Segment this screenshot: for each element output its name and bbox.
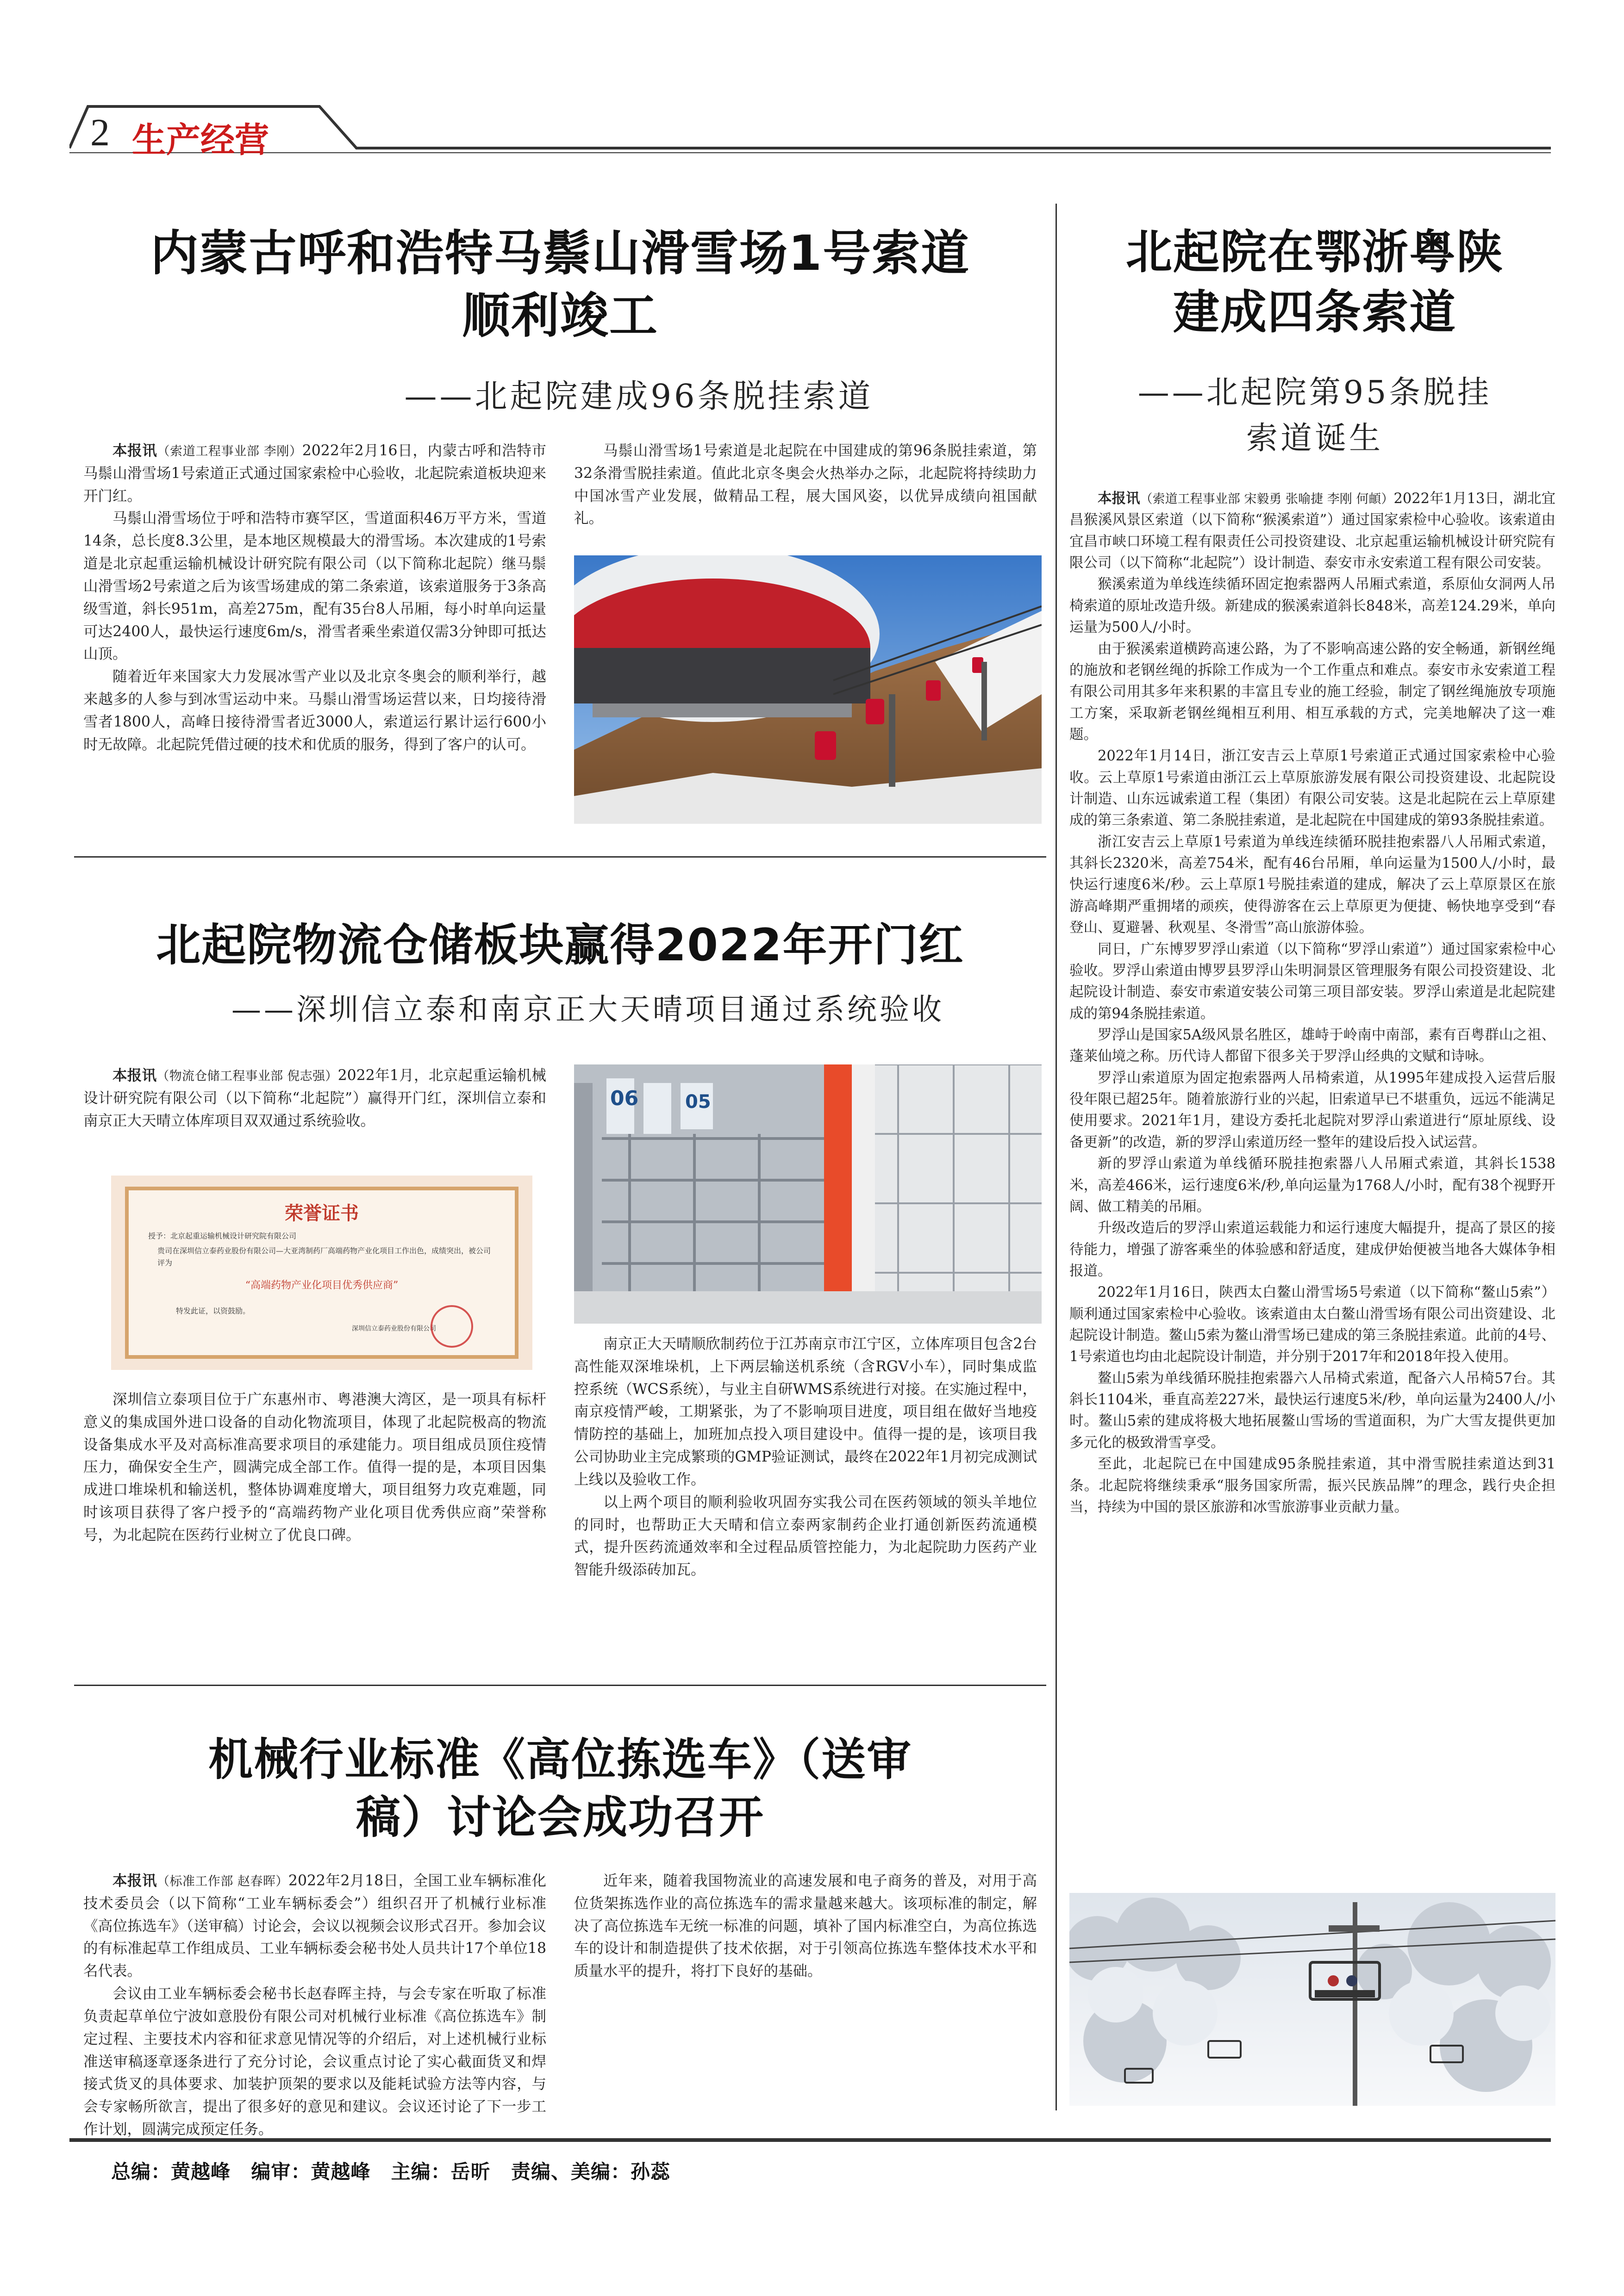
certificate-title: 荣誉证书	[285, 1203, 359, 1224]
article3-lead-label: 本报讯	[112, 1873, 157, 1889]
certificate-issuer: 深圳信立泰药业股份有限公司	[352, 1325, 436, 1332]
header-banner-lines	[69, 97, 1551, 167]
article4-lead-text: 2022年1月13日，湖北宜昌猴溪风景区索道（以下简称“猴溪索道”）通过国家索检中心验收。该索道由宜昌市峡口环境工程有限责任公司投资建设、北京起重运输机械设计研究院有限公司（以下简称“北起院”）设计制造、泰安市永安索道工程有限公司安装。	[1069, 491, 1555, 572]
article1-body-left	[83, 440, 546, 756]
credit-reviewer: 编审：黄越峰	[251, 2160, 371, 2183]
article4-subtitle	[1065, 370, 1565, 461]
page-header	[69, 97, 1551, 167]
article4-lead-source: （索道工程事业部 宋毅勇 张喻捷 李刚 何頔）	[1140, 492, 1394, 506]
article2-lead-text: 2022年1月，北京起重运输机械设计研究院有限公司（以下简称“北起院”）赢得开门红，深圳信立泰和南京正大天晴立体库项目双双通过系统验收。	[83, 1067, 546, 1129]
article2-title: 北起院物流仓储板块赢得2022年开门红	[156, 919, 964, 971]
article2-body-left	[83, 1388, 546, 1547]
credit-editor: 主编：岳昕	[391, 2160, 491, 2183]
article4-lead	[1069, 488, 1555, 574]
article3-paragraph: 会议由工业车辆标委会秘书长赵春晖主持，与会专家在听取了标准负责起草单位宁波如意股份有限公司对机械行业标准《高位拣选车》制定过程、主要技术内容和征求意见情况等的介绍后，对上述机械行业标准送审稿逐章逐条进行了充分讨论，会议重点讨论了实心截面货叉和焊接式货叉的具体要求、加装护顶架的要求以及能耗试验方法等内容，与会专家畅所欲言，提出了很多好的意见和建议。会议还讨论了下一步工作计划，圆满完成预定任务。	[83, 1985, 546, 2138]
article1-lead-label: 本报讯	[112, 442, 157, 459]
article1-lead-source: （索道工程事业部 李刚）	[157, 444, 302, 459]
article2-lead-label: 本报讯	[112, 1067, 157, 1084]
certificate-recipient: 授予：北京起重运输机械设计研究院有限公司	[148, 1232, 297, 1240]
credit-designer: 责编、美编：孙蕊	[511, 2160, 670, 2183]
article1-paragraph: 马鬃山滑雪场1号索道是北起院在中国建成的第96条脱挂索道，第32条滑雪脱挂索道。值此北京冬奥会火热举办之际，北起院将持续助力中国冰雪产业发展，做精品工程，展大国风姿，以优异成绩向祖国献礼。	[574, 442, 1037, 527]
chairlift-photo	[1069, 1893, 1555, 2106]
article4-paragraph: 由于猴溪索道横跨高速公路，为了不影响高速公路的安全畅通，新钢丝绳的施放和老钢丝绳的拆除工作成为一个工作重点和难点。泰安市永安索道工程有限公司用其多年来积累的丰富且专业的施工经验，制定了钢丝绳施放专项施工方案，采取新老钢丝绳相互利用、相互承载的方式，完美地解决了这一难题。	[1069, 641, 1555, 743]
article3-paragraph: 近年来，随着我国物流业的高速发展和电子商务的普及，对用于高位货架拣选作业的高位拣选车的需求量越来越大。该项标准的制定，解决了高位拣选车无统一标准的问题，填补了国内标准空白，为高位拣选车的设计和制造提供了技术依据，对于引领高位拣选车整体技术水平和质量水平的提升，将打下良好的基础。	[574, 1873, 1037, 1980]
certificate-closing: 特发此证，以资鼓励。	[176, 1307, 250, 1315]
section-divider	[74, 1685, 1046, 1686]
article4-title	[1065, 222, 1565, 342]
footer-rule	[69, 2138, 1551, 2142]
article4-paragraph: 罗浮山是国家5A级风景名胜区，雄峙于岭南中南部，素有百粤群山之祖、蓬莱仙境之称。历代诗人都留下很多关于罗浮山经典的文赋和诗咏。	[1069, 1027, 1555, 1065]
article1-subtitle: ——北起院建成96条脱挂索道	[404, 377, 874, 415]
article2-lead	[83, 1064, 546, 1132]
column-divider	[1056, 204, 1057, 2110]
article1-title-line2: 顺利竣工	[462, 287, 658, 344]
article3-title-line1: 机械行业标准《高位拣选车》（送审	[208, 1734, 912, 1786]
article4-paragraph: 2022年1月16日，陕西太白鳌山滑雪场5号索道（以下简称“鳌山5索”）顺利通过国家索检中心验收。该索道由太白鳌山滑雪场有限公司出资建设、北起院设计制造。鳌山5索为鳌山滑雪场已建成的第三条脱挂索道。此前的4号、1号索道也均由北起院设计制造，并分别于2017年和2018年投入使用。	[1069, 1284, 1555, 1365]
article4-paragraph: 浙江安吉云上草原1号索道为单线连续循环脱挂抱索器八人吊厢式索道，其斜长2320米，高差754米，配有46台吊厢，单向运量为1500人/小时，最快运行速度6米/秒。云上草原1号脱挂索道的建成，解决了云上草原景区在旅游高峰期严重拥堵的顽疾，使得游客在云上草原更为便捷、畅快地享受到“春登山、夏避暑、秋观星、冬滑雪”高山旅游体验。	[1069, 834, 1555, 936]
article2-paragraph: 以上两个项目的顺利验收巩固夯实我公司在医药领域的领头羊地位的同时，也帮助正大天晴和信立泰两家制药企业打通创新医药流通模式，提升医药流通效率和全过程品质管控能力，为北起院助力医药产业智能升级添砖加瓦。	[574, 1493, 1037, 1579]
article4-lead-label: 本报讯	[1098, 491, 1140, 507]
article4-subtitle-line1: ——北起院第95条脱挂	[1137, 374, 1492, 411]
editorial-credits	[111, 2157, 679, 2184]
article1-body-right	[574, 440, 1037, 530]
rack-label-05: 05	[685, 1091, 711, 1113]
article3-lead-text: 2022年2月18日，全国工业车辆标准化技术委员会（以下简称“工业车辆标委会”）组织召开了机械行业标准《高位拣选车》（送审稿）讨论会，会议以视频会议形式召开。参加会议的有标准起草工作组成员、工业车辆标委会秘书处人员共计17个单位18名代表。	[83, 1873, 546, 1980]
article4-paragraph: 猴溪索道为单线连续循环固定抱索器两人吊厢式索道，系原仙女洞两人吊椅索道的原址改造升级。新建成的猴溪索道斜长848米，高差124.29米，单向运量为500人/小时。	[1069, 576, 1555, 636]
article1-title	[74, 222, 1046, 347]
article3-title	[74, 1731, 1046, 1847]
certificate-body: 贵司在深圳信立泰药业股份有限公司—大亚湾制药厂高端药物产业化项目工作出色，成绩突出，被公司评为	[157, 1246, 491, 1267]
article4-paragraph: 至此，北起院已在中国建成95条脱挂索道，其中滑雪脱挂索道达到31条。北起院将继续秉承“服务国家所需，振兴民族品牌”的理念，践行央企担当，持续为中国的景区旅游和冰雪旅游事业贡献力量。	[1069, 1456, 1555, 1515]
article4-paragraph: 罗浮山索道原为固定抱索器两人吊椅索道，从1995年建成投入运营后服役年限已超25年。随着旅游行业的兴起，旧索道早已不堪重负，远远不能满足使用要求。2021年1月，建设方委托北起院对罗浮山索道进行“原址原线、设备更新”的改造，新的罗浮山索道历经一整年的建设后投入试运营。	[1069, 1070, 1555, 1151]
article1-lead	[83, 440, 546, 507]
certificate-award: “高端药物产业化项目优秀供应商”	[245, 1280, 399, 1291]
article3-lead	[83, 1870, 546, 1983]
article2-body-right	[574, 1333, 1037, 1581]
article4-title-line1: 北起院在鄂浙粤陕	[1126, 225, 1504, 279]
gondola-photo	[574, 555, 1042, 824]
article4-paragraph: 同日，广东博罗罗浮山索道（以下简称“罗浮山索道”）通过国家索检中心验收。罗浮山索道由博罗县罗浮山朱明洞景区管理服务有限公司投资建设、北起院设计制造、泰安市索道安装公司第三项目部安装。罗浮山索道是北起院建成的第94条脱挂索道。	[1069, 941, 1555, 1022]
article3-body-left	[83, 1870, 546, 2141]
article1-paragraph: 随着近年来国家大力发展冰雪产业以及北京冬奥会的顺利举行，越来越多的人参与到冰雪运动中来。马鬃山滑雪场运营以来，日均接待滑雪者1800人，高峰日接待滑雪者近3000人，索道运行累计运行600小时无故障。北起院凭借过硬的技术和优质的服务，得到了客户的认可。	[83, 668, 546, 753]
article2-paragraph: 深圳信立泰项目位于广东惠州市、粤港澳大湾区，是一项具有标杆意义的集成国外进口设备的自动化物流项目，体现了北起院极高的物流设备集成水平及对高标准高要求项目的承建能力。项目组成员顶住疫情压力，确保安全生产，圆满完成全部工作。值得一提的是，本项目因集成进口堆垛机和输送机，整体协调难度增大，项目组努力攻克难题，同时该项目获得了客户授予的“高端药物产业化项目优秀供应商”荣誉称号，为北起院在医药行业树立了优良口碑。	[83, 1391, 546, 1543]
page-number: 2	[90, 111, 110, 154]
section-title: 生产经营	[132, 120, 269, 160]
honor-certificate	[111, 1176, 532, 1370]
article2-subtitle: ——深圳信立泰和南京正大天晴项目通过系统验收	[231, 993, 944, 1027]
article2-lead-source: （物流仓储工程事业部 倪志强）	[156, 1069, 338, 1083]
article3-body-right	[574, 1870, 1037, 1983]
article3-lead-source: （标准工作部 赵春晖）	[156, 1874, 288, 1889]
red-seal-stamp	[431, 1305, 473, 1348]
article1-paragraph: 马鬃山滑雪场位于呼和浩特市赛罕区，雪道面积46万平方米，雪道14条，总长度8.3公里，是本地区规模最大的滑雪场。本次建成的1号索道是北京起重运输机械设计研究院有限公司（以下简称北起院）继马鬃山滑雪场2号索道之后为该雪场建成的第二条索道，该索道服务于3条高级雪道，斜长951m，高差275m，配有35台8人吊厢，每小时单向运量可达2400人，最快运行速度6m/s，滑雪者乘坐索道仅需3分钟即可抵达山顶。	[83, 510, 546, 663]
warehouse-photo	[574, 1064, 1042, 1324]
section-divider	[74, 856, 1046, 858]
credit-chief-editor: 总编：黄越峰	[111, 2160, 231, 2183]
article4-title-line2: 建成四条索道	[1173, 285, 1456, 339]
article4-paragraph: 2022年1月14日，浙江安吉云上草原1号索道正式通过国家索检中心验收。云上草原1号索道由浙江云上草原旅游发展有限公司投资建设、北起院设计制造、山东远诚索道工程（集团）有限公司安装。这是北起院在云上草原建成的第三条索道、第二条脱挂索道，是北起院在中国建成的第93条脱挂索道。	[1069, 748, 1555, 829]
article2-paragraph: 南京正大天晴顺欣制药位于江苏南京市江宁区，立体库项目包含2台高性能双深堆垛机，上下两层输送机系统（含RGV小车），同时集成监控系统（WCS系统），与业主自研WMS系统进行对接。在实施过程中，南京疫情严峻，工期紧张，为了不影响项目进度，项目组在做好当地疫情防控的基础上，加班加点投入项目建设中。值得一提的是，该项目我公司协助业主完成繁琐的GMP验证测试，最终在2022年1月初完成测试上线以及验收工作。	[574, 1336, 1037, 1488]
article4-paragraph: 升级改造后的罗浮山索道运载能力和运行速度大幅提升，提高了景区的接待能力，增强了游客乘坐的体验感和舒适度，建成伊始便被当地各大媒体争相报道。	[1069, 1220, 1555, 1279]
article1-lead-text: 2022年2月16日，内蒙古呼和浩特市马鬃山滑雪场1号索道正式通过国家索检中心验收，北起院索道板块迎来开门红。	[83, 442, 546, 504]
article4-subtitle-line2: 索道诞生	[1246, 420, 1383, 457]
article4-paragraph: 新的罗浮山索道为单线循环脱挂抱索器八人吊厢式索道，其斜长1538米，高差466米，运行速度6米/秒,单向运量为1768人/小时，配有38个视野开阔、做工精美的吊厢。	[1069, 1156, 1555, 1215]
article4-body	[1069, 488, 1555, 1518]
article1-title-line1: 内蒙古呼和浩特马鬃山滑雪场1号索道	[150, 225, 970, 281]
article2-lead-block	[83, 1064, 546, 1132]
article4-paragraph: 鳌山5索为单线循环脱挂抱索器六人吊椅式索道，配备六人吊椅57台。其斜长1104米，垂直高差227米，最快运行速度5米/秒，单向运量为2400人/小时。鳌山5索的建成将极大地拓展鳌山雪场的雪道面积，为广大雪友提供更加多元化的极致滑雪享受。	[1069, 1370, 1555, 1451]
rack-label-06: 06	[610, 1087, 639, 1110]
article3-title-line2: 稿）讨论会成功召开	[356, 1791, 764, 1843]
